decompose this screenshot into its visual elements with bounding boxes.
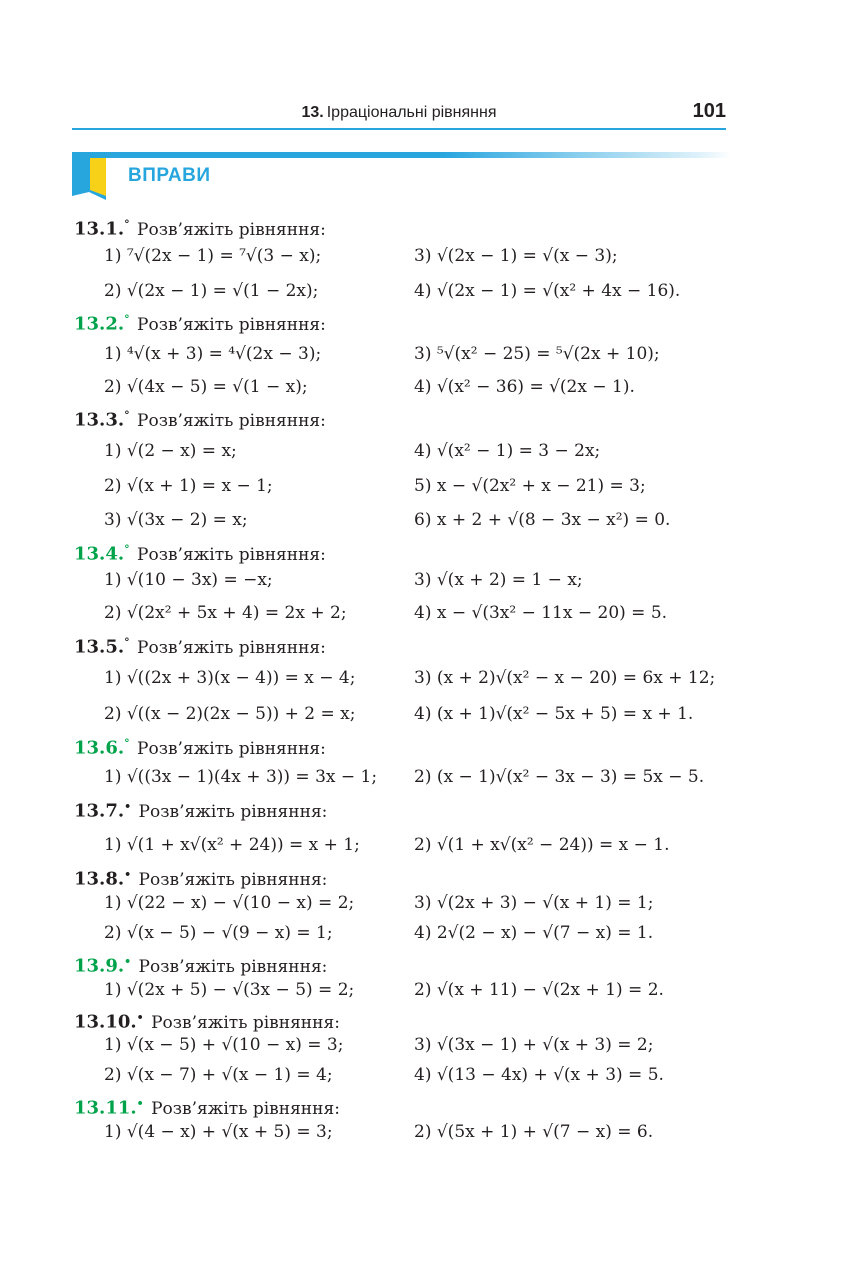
exercise-task: Розв’яжіть рівняння: [138,956,328,977]
equation-item: 3) ⁵√(x² − 25) = ⁵√(2x + 10); [414,344,660,364]
exercise-task: Розв’яжіть рівняння: [151,1012,340,1033]
equation-item: 1) √(2x + 5) − √(3x − 5) = 2; [104,980,355,1000]
exercise-heading [74,1093,340,1120]
exercise-task: Розв’яжіть рівняння: [138,869,328,890]
exercise-number: 13.2. [74,313,125,335]
exercise-task: Розв’яжіть рівняння: [138,801,328,822]
difficulty-mark: • [124,955,132,968]
exercise-number: 13.11. [74,1097,137,1119]
equation-item: 2) (x − 1)√(x² − 3x − 3) = 5x − 5. [414,767,705,787]
exercise-heading [74,632,326,659]
equation-item: 4) x − √(3x² − 11x − 20) = 5. [414,603,668,623]
difficulty-mark: ° [124,218,130,231]
difficulty-mark: ° [124,313,130,326]
flag-icon [72,152,106,200]
equation-item: 2) √(1 + x√(x² − 24)) = x − 1. [414,835,670,855]
equation-item: 2) √(x + 11) − √(2x + 1) = 2. [414,980,664,1000]
exercise-number: 13.6. [74,737,125,759]
difficulty-mark: ° [124,737,130,750]
equation-item: 1) √(4 − x) + √(x + 5) = 3; [104,1122,333,1142]
exercise-heading [74,864,327,891]
equation-item: 2) √(x − 5) − √(9 − x) = 1; [104,923,333,943]
equation-item: 1) √(1 + x√(x² + 24)) = x + 1; [104,835,360,855]
difficulty-mark: • [136,1011,144,1024]
equation-item: 3) (x + 2)√(x² − x − 20) = 6x + 12; [414,668,716,688]
equation-item: 4) √(x² − 36) = √(2x − 1). [414,377,635,397]
exercise-task: Розв’яжіть рівняння: [137,314,326,335]
difficulty-mark: • [124,800,132,813]
equation-item: 4) (x + 1)√(x² − 5x + 5) = x + 1. [414,704,694,724]
equation-item: 1) √((3x − 1)(4x + 3)) = 3x − 1; [104,767,378,787]
section-title-text: Ірраціональні рівняння [326,104,497,121]
difficulty-mark: ° [124,543,130,556]
exercise-heading [74,309,326,336]
exercise-number: 13.5. [74,636,125,658]
equation-item: 2) √(5x + 1) + √(7 − x) = 6. [414,1122,654,1142]
header-rule [72,128,726,130]
exercise-heading [74,539,326,566]
equation-item: 3) √(3x − 1) + √(x + 3) = 2; [414,1035,654,1055]
equation-item: 4) √(2x − 1) = √(x² + 4x − 16). [414,281,681,301]
exercise-number: 13.8. [74,868,125,890]
exercise-task: Розв’яжіть рівняння: [137,544,326,565]
equation-item: 6) x + 2 + √(8 − 3x − x²) = 0. [414,510,671,530]
exercise-task: Розв’яжіть рівняння: [137,637,326,658]
running-header [72,100,726,126]
equation-item: 2) √(2x − 1) = √(1 − 2x); [104,281,319,301]
exercises-banner [72,152,732,202]
equation-item: 1) ⁴√(x + 3) = ⁴√(2x − 3); [104,344,322,364]
equation-item: 2) √(x + 1) = x − 1; [104,476,273,496]
exercise-task: Розв’яжіть рівняння: [137,738,326,759]
exercise-task: Розв’яжіть рівняння: [137,219,326,240]
section-number: 13. [301,104,324,121]
equation-item: 1) √(2 − x) = x; [104,441,237,461]
equation-item: 2) √(x − 7) + √(x − 1) = 4; [104,1065,333,1085]
equation-item: 1) ⁷√(2x − 1) = ⁷√(3 − x); [104,246,322,266]
equation-item: 5) x − √(2x² + x − 21) = 3; [414,476,646,496]
exercise-number: 13.3. [74,409,125,431]
equation-item: 2) √(4x − 5) = √(1 − x); [104,377,308,397]
equation-item: 4) √(13 − 4x) + √(x + 3) = 5. [414,1065,664,1085]
equation-item: 1) √(22 − x) − √(10 − x) = 2; [104,893,355,913]
exercise-number: 13.10. [74,1011,137,1033]
exercise-number: 13.9. [74,955,125,977]
equation-item: 4) 2√(2 − x) − √(7 − x) = 1. [414,923,654,943]
exercise-heading [74,796,327,823]
difficulty-mark: ° [124,636,130,649]
equation-item: 1) √((2x + 3)(x − 4)) = x − 4; [104,668,356,688]
banner-stripe [92,152,732,158]
equation-item: 3) √(2x + 3) − √(x + 1) = 1; [414,893,654,913]
difficulty-mark: • [136,1097,144,1110]
equation-item: 3) √(x + 2) = 1 − x; [414,570,583,590]
exercise-task: Розв’яжіть рівняння: [151,1098,340,1119]
equation-item: 4) √(x² − 1) = 3 − 2x; [414,441,601,461]
equation-item: 1) √(x − 5) + √(10 − x) = 3; [104,1035,344,1055]
exercise-heading [74,405,326,432]
exercise-number: 13.4. [74,543,125,565]
equation-item: 3) √(2x − 1) = √(x − 3); [414,246,618,266]
exercise-heading [74,1007,340,1034]
exercise-number: 13.7. [74,800,125,822]
exercise-heading [74,951,327,978]
equation-item: 2) √((x − 2)(2x − 5)) + 2 = x; [104,704,356,724]
exercise-task: Розв’яжіть рівняння: [137,410,326,431]
banner-label: ВПРАВИ [128,165,211,186]
difficulty-mark: • [124,868,132,881]
exercise-heading [74,214,326,241]
equation-item: 2) √(2x² + 5x + 4) = 2x + 2; [104,603,347,623]
equation-item: 3) √(3x − 2) = x; [104,510,248,530]
exercise-number: 13.1. [74,218,125,240]
page-number: 101 [692,100,726,122]
difficulty-mark: ° [124,409,130,422]
exercise-heading [74,733,326,760]
equation-item: 1) √(10 − 3x) = −x; [104,570,273,590]
section-title [72,104,726,122]
